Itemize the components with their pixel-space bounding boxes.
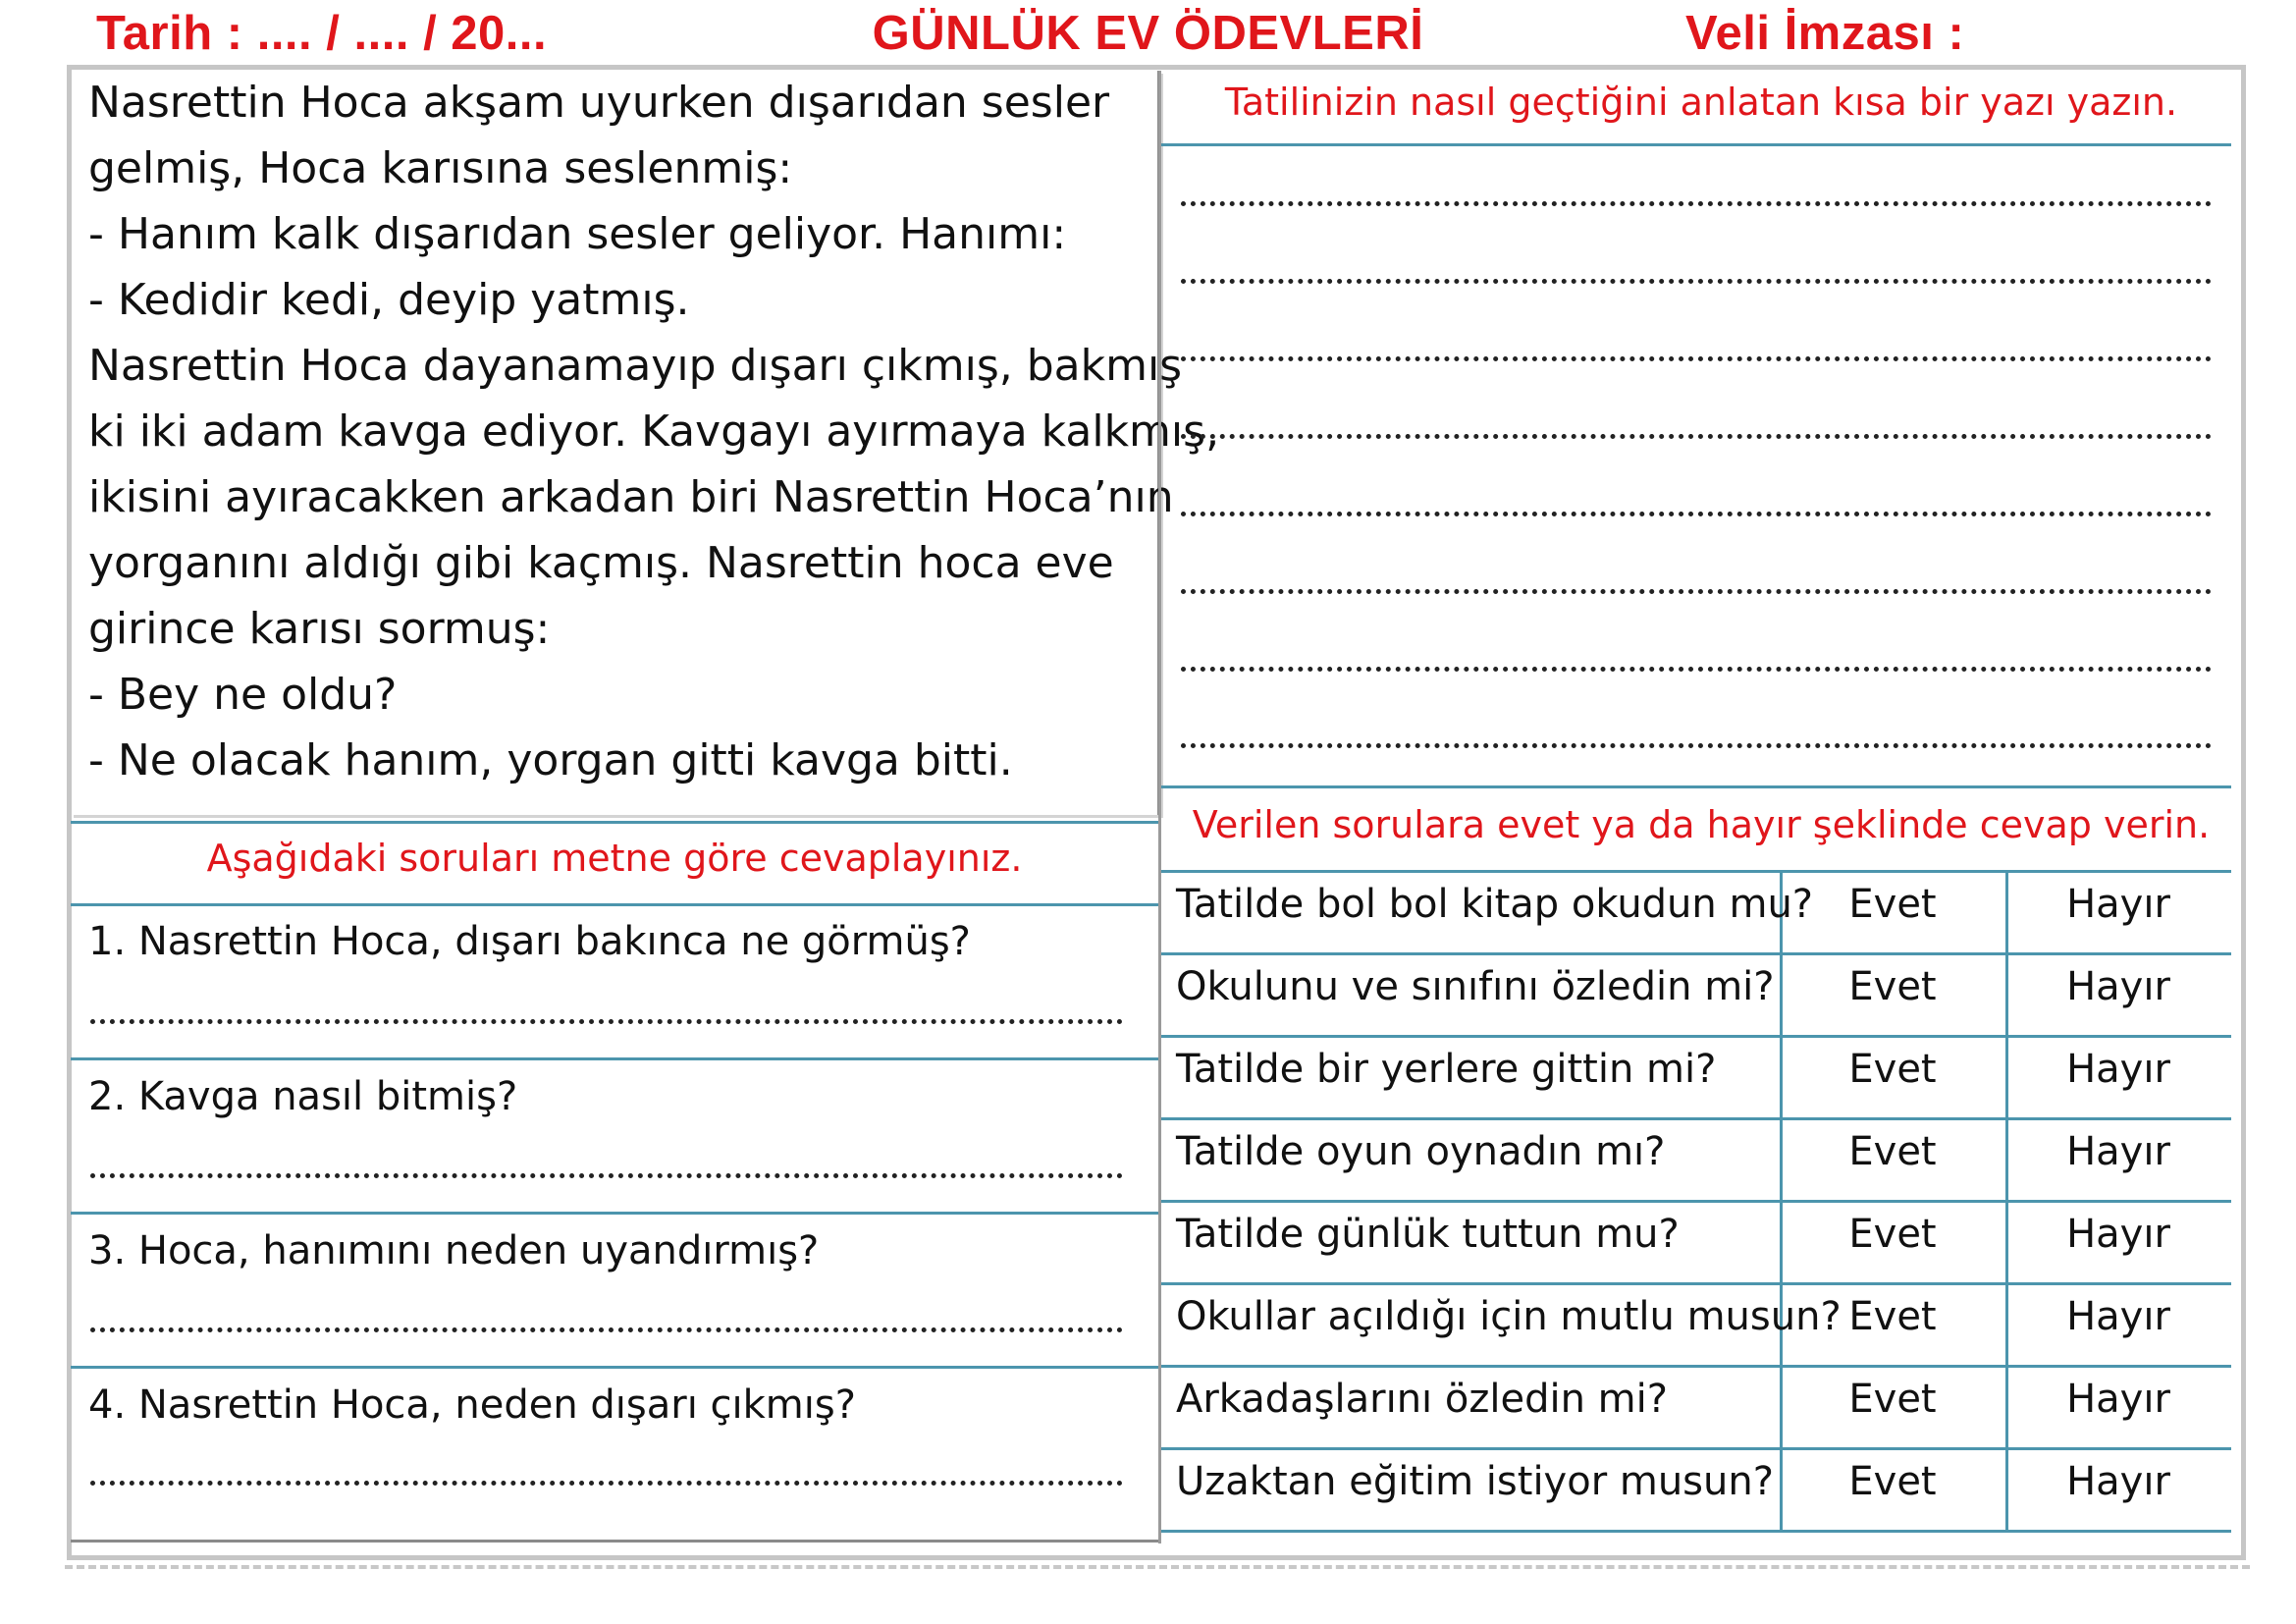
question-4: 4. Nasrettin Hoca, neden dışarı çıkmış?	[88, 1382, 856, 1428]
question-1: 1. Nasrettin Hoca, dışarı bakınca ne görmüş?	[88, 919, 971, 964]
story-line: girince karısı sormuş:	[88, 604, 551, 654]
no-option[interactable]: Hayır	[2066, 1212, 2170, 1257]
writing-line[interactable]	[1181, 279, 2212, 284]
story-line: Nasrettin Hoca dayanamayıp dışarı çıkmış, bakmış	[88, 341, 1183, 391]
yes-option[interactable]: Evet	[1848, 1129, 1937, 1174]
question-divider	[71, 1057, 1158, 1060]
no-option[interactable]: Hayır	[2066, 1047, 2170, 1092]
story-line: ikisini ayıracakken arkadan biri Nasrettin Hoca’nın	[88, 472, 1174, 522]
yes-no-question: Okullar açıldığı için mutlu musun?	[1176, 1294, 1842, 1339]
story-line: - Ne olacak hanım, yorgan gitti kavga bitti.	[88, 735, 1013, 785]
yes-no-question: Arkadaşlarını özledin mi?	[1176, 1377, 1668, 1422]
story-line: - Bey ne oldu?	[88, 670, 398, 720]
questions-bottom-line	[71, 1540, 1158, 1543]
answer-line-3[interactable]	[90, 1327, 1123, 1332]
parent-signature-label: Veli İmzası :	[1685, 7, 1965, 60]
question-3: 3. Hoca, hanımını neden uyandırmış?	[88, 1228, 820, 1273]
questions-instruction: Aşağıdaki soruları metne göre cevaplayınız.	[206, 837, 1023, 880]
story-line: yorganını aldığı gibi kaçmış. Nasrettin hoca eve	[88, 538, 1114, 588]
yes-no-question: Tatilde bir yerlere gittin mi?	[1176, 1047, 1717, 1092]
yes-no-question: Tatilde oyun oynadın mı?	[1176, 1129, 1666, 1174]
frame-bottom-border	[65, 1565, 2250, 1569]
yes-no-header-line	[1161, 870, 2231, 873]
writing-line[interactable]	[1181, 589, 2212, 594]
questions-header-line	[71, 903, 1158, 906]
row-divider	[1161, 1117, 2231, 1120]
question-divider	[71, 1366, 1158, 1369]
yes-no-question: Tatilde bol bol kitap okudun mu?	[1176, 882, 1814, 927]
yes-no-question: Okulunu ve sınıfını özledin mi?	[1176, 964, 1775, 1009]
yes-option[interactable]: Evet	[1848, 964, 1937, 1009]
story-panel	[71, 71, 1220, 815]
writing-line[interactable]	[1181, 667, 2212, 672]
yes-no-instruction: Verilen sorulara evet ya da hayır şeklinde cevap verin.	[1192, 803, 2211, 846]
row-divider	[1161, 1282, 2231, 1285]
answer-line-4[interactable]	[90, 1481, 1123, 1486]
row-divider	[1161, 1530, 2231, 1533]
writing-line[interactable]	[1181, 356, 2212, 361]
answer-line-2[interactable]	[90, 1173, 1123, 1178]
yes-option[interactable]: Evet	[1848, 1294, 1937, 1339]
yes-option[interactable]: Evet	[1848, 1212, 1937, 1257]
writing-line[interactable]	[1181, 512, 2212, 516]
yes-option[interactable]: Evet	[1848, 882, 1937, 927]
writing-header-line	[1161, 143, 2231, 146]
yes-no-question: Tatilde günlük tuttun mu?	[1176, 1212, 1680, 1257]
writing-instruction: Tatilinizin nasıl geçtiğini anlatan kısa bir yazı yazın.	[1224, 81, 2178, 124]
no-option[interactable]: Hayır	[2066, 882, 2170, 927]
no-option[interactable]: Hayır	[2066, 1294, 2170, 1339]
story-line: - Kedidir kedi, deyip yatmış.	[88, 275, 690, 325]
yes-option[interactable]: Evet	[1848, 1047, 1937, 1092]
no-option[interactable]: Hayır	[2066, 1129, 2170, 1174]
yes-option[interactable]: Evet	[1848, 1377, 1937, 1422]
no-option[interactable]: Hayır	[2066, 1377, 2170, 1422]
page-title: GÜNLÜK EV ÖDEVLERİ	[872, 7, 1424, 60]
writing-bottom-line	[1161, 785, 2231, 788]
questions-top-line	[71, 821, 1158, 824]
no-option[interactable]: Hayır	[2066, 964, 2170, 1009]
question-divider	[71, 1212, 1158, 1215]
yes-option[interactable]: Evet	[1848, 1459, 1937, 1504]
row-divider	[1161, 952, 2231, 955]
answer-line-1[interactable]	[90, 1019, 1123, 1024]
date-label: Tarih : .... / .... / 20...	[96, 7, 548, 60]
story-line: ki iki adam kavga ediyor. Kavgayı ayırmaya kalkmış,	[88, 406, 1220, 457]
writing-line[interactable]	[1181, 743, 2212, 748]
no-option[interactable]: Hayır	[2066, 1459, 2170, 1504]
story-line: Nasrettin Hoca akşam uyurken dışarıdan sesler	[88, 78, 1110, 128]
story-line: gelmiş, Hoca karısına seslenmiş:	[88, 143, 793, 193]
row-divider	[1161, 1365, 2231, 1368]
row-divider	[1161, 1447, 2231, 1450]
writing-line[interactable]	[1181, 434, 2212, 439]
writing-line[interactable]	[1181, 201, 2212, 206]
question-2: 2. Kavga nasıl bitmiş?	[88, 1074, 518, 1119]
story-line: - Hanım kalk dışarıdan sesler geliyor. Hanımı:	[88, 209, 1067, 259]
row-divider	[1161, 1200, 2231, 1203]
yes-no-question: Uzaktan eğitim istiyor musun?	[1176, 1459, 1774, 1504]
row-divider	[1161, 1035, 2231, 1038]
